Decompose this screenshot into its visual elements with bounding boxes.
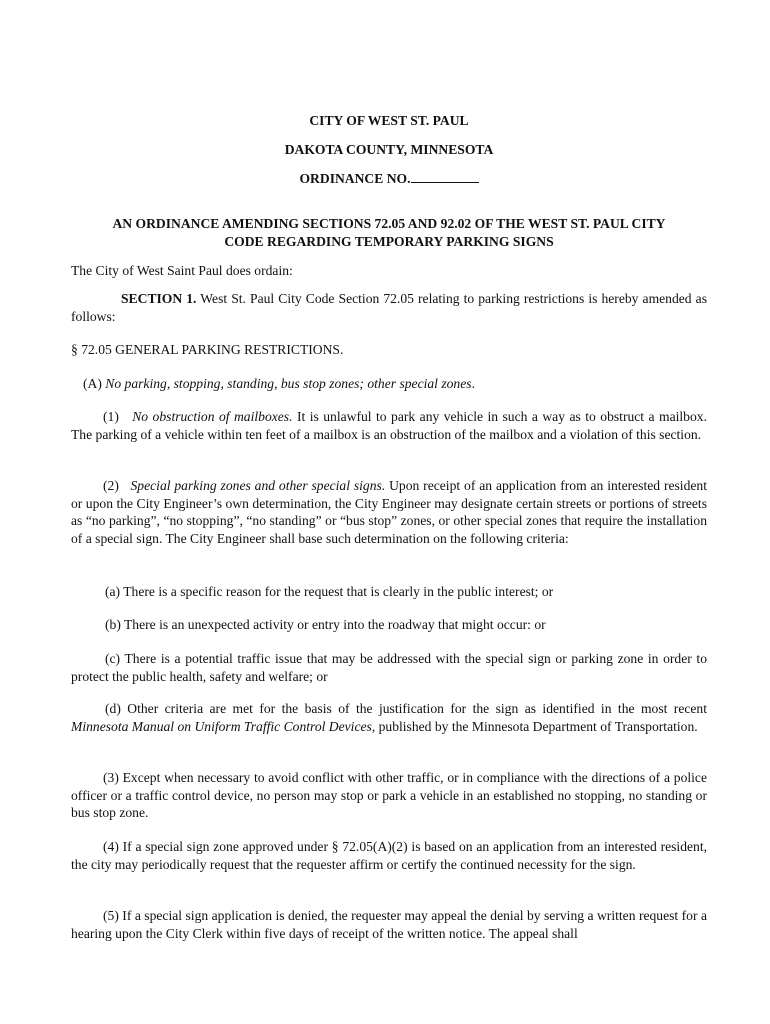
ordinance-label: ORDINANCE NO. [299,171,411,186]
item-1-paragraph [71,408,707,443]
criterion-d [71,700,707,735]
ordinance-title-line1: AN ORDINANCE AMENDING SECTIONS 72.05 AND 92.02 OF THE WEST ST. PAUL CITY [112,216,666,231]
criterion-d-manual: Minnesota Manual on Uniform Traffic Control Devices [71,718,372,734]
item-2-number: (2) [103,478,119,493]
section-1-paragraph [71,290,707,325]
criterion-a: (a) There is a specific reason for the request that is clearly in the public interest; or [105,584,554,599]
item-4-paragraph: (4) If a special sign zone approved under § 72.05(A)(2) is based on an application from an interested resident, the city may periodically request that the requester affirm or certify the continued necessity for the sign. [71,839,707,872]
criterion-c: (c) There is a potential traffic issue that may be addressed with the special sign or parking zone in order to protect the public health, safety and welfare; or [71,651,707,684]
item-1-text: It is unlawful to park any vehicle in such a way as to obstruct a mailbox. The parking of a vehicle within ten feet of a mailbox is an obstruction of the mailbox and a violation of this section. [71,409,707,442]
item-5-paragraph: (5) If a special sign application is denied, the requester may appeal the denial by serving a written request for a hearing upon the City Clerk within five days of receipt of the written notice. The appeal shall [71,908,707,941]
ordinance-number-blank [411,171,479,183]
ordinance-number-heading [71,170,707,188]
item-3-paragraph: (3) Except when necessary to avoid conflict with other traffic, or in compliance with the directions of a police officer or a traffic control device, no person may stop or park a vehicle in an established no stopping, no standing or bus stop zone. [71,770,707,820]
item-2-title: Special parking zones and other special signs. [130,478,386,493]
ordinance-title-line2: CODE REGARDING TEMPORARY PARKING SIGNS [224,234,554,249]
section-1-text: West St. Paul City Code Section 72.05 relating to parking restrictions is hereby amended as follows: [71,291,707,324]
subsection-a-label: (A) [83,376,102,391]
section-1-label: SECTION 1. [121,291,197,306]
subsection-a-title: No parking, stopping, standing, bus stop zones; other special zones [105,376,472,391]
intro-paragraph: The City of West Saint Paul does ordain: [71,263,293,278]
subsection-a-heading [71,375,707,393]
city-heading: CITY OF WEST ST. PAUL [309,113,469,128]
criterion-b: (b) There is an unexpected activity or entry into the roadway that might occur: or [105,617,546,632]
item-2-paragraph [71,477,707,547]
county-heading: DAKOTA COUNTY, MINNESOTA [284,142,494,157]
subsection-a-end: . [471,376,475,391]
criterion-d-post: , published by the Minnesota Department of Transportation. [371,718,698,734]
criterion-d-pre: (d) Other criteria are met for the basis of the justification for the sign as identified in the most recent [105,701,707,716]
item-2-text: Upon receipt of an application from an interested resident or upon the City Engineer’s own determination, the City Engineer may designate certain streets or portions of streets as “no parking”, “no stopping”, “no standing” or “bus stop” zones, or other special zones that require the installation of a special sign. The City Engineer shall base such determination on the following criteria: [71,478,707,546]
item-1-number: (1) [103,409,119,424]
item-1-title: No obstruction of mailboxes. [132,409,293,424]
section-heading: § 72.05 GENERAL PARKING RESTRICTIONS. [71,342,344,357]
